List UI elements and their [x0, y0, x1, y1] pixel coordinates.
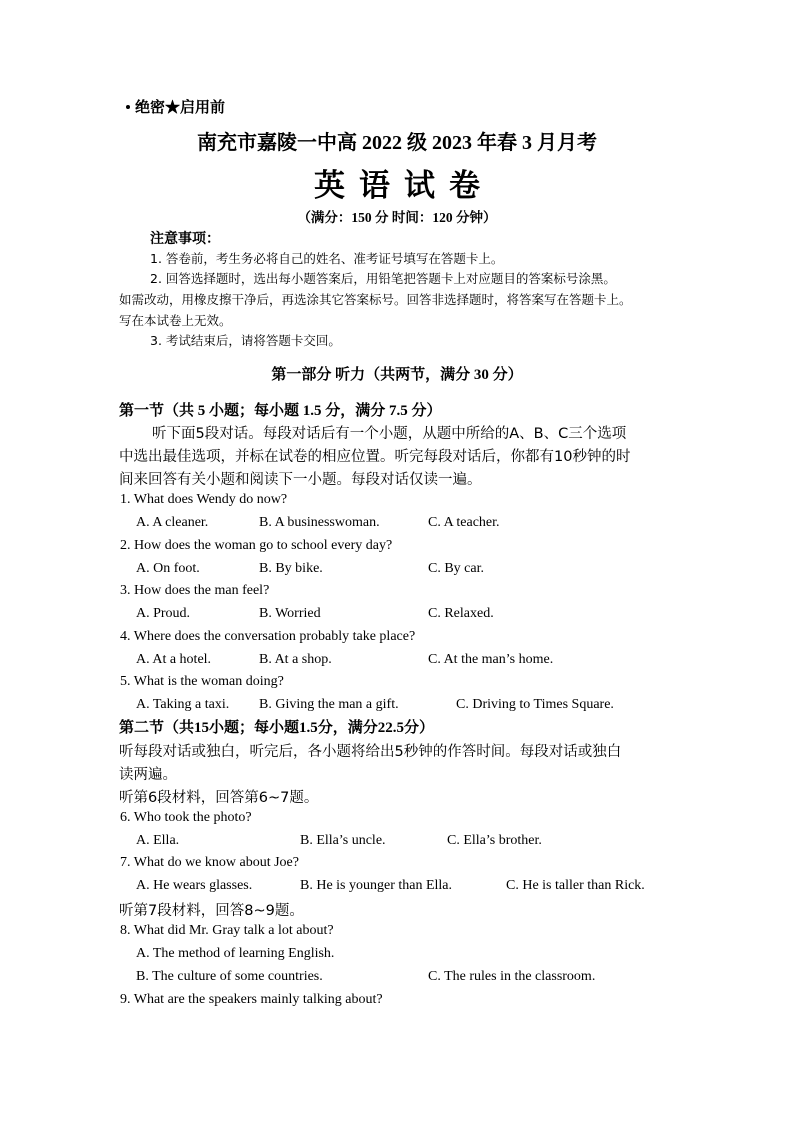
q8-option-c: C. The rules in the classroom.	[428, 969, 596, 984]
notice-line-1: 1. 答卷前，考生务必将自己的姓名、准考证号填写在答题卡上。	[150, 251, 504, 266]
question-4: 4. Where does the conversation probably take place?	[120, 629, 416, 644]
q5-option-a: A. Taking a taxi.	[136, 697, 230, 712]
section2-instruction-2: 读两遍。	[119, 767, 177, 783]
confidential-text: 绝密★启用前	[135, 100, 226, 116]
exam-subject: 英语试卷	[314, 168, 494, 203]
notice-line-4: 写在本试卷上无效。	[119, 313, 232, 328]
q8-option-b: B. The culture of some countries.	[136, 969, 323, 984]
question-7: 7. What do we know about Joe?	[120, 855, 299, 870]
q4-option-a: A. At a hotel.	[136, 652, 212, 667]
notice-heading: 注意事项：	[150, 232, 220, 247]
q3-option-b: B. Worried	[259, 606, 321, 621]
question-6: 6. Who took the photo?	[120, 810, 252, 825]
material-7-note: 听第7段材料，回答8~9题。	[119, 903, 304, 919]
bullet-icon	[126, 105, 130, 109]
question-9: 9. What are the speakers mainly talking about?	[120, 992, 383, 1007]
exam-title: 南充市嘉陵一中高 2022 级 2023 年春 3 月月考	[197, 132, 597, 154]
q7-option-b: B. He is younger than Ella.	[300, 878, 453, 893]
q3-option-a: A. Proud.	[136, 606, 191, 621]
section1-instruction-1: 听下面5段对话。每段对话后有一个小题，从题中所给的A、B、C三个选项	[152, 426, 627, 442]
q4-option-c: C. At the man’s home.	[428, 652, 554, 667]
q6-option-c: C. Ella’s brother.	[447, 833, 542, 848]
notice-line-5: 3. 考试结束后，请将答题卡交回。	[150, 333, 341, 348]
notice-line-2: 2. 回答选择题时，选出每小题答案后，用铅笔把答题卡上对应题目的答案标号涂黑。	[150, 271, 616, 286]
q2-option-c: C. By car.	[428, 561, 484, 576]
notice-line-3: 如需改动，用橡皮擦干净后，再选涂其它答案标号。回答非选择题时，将答案写在答题卡上。	[119, 292, 632, 307]
q8-option-a: A. The method of learning English.	[136, 946, 335, 961]
confidential-mark	[126, 96, 225, 117]
q6-option-b: B. Ella’s uncle.	[300, 833, 386, 848]
question-5: 5. What is the woman doing?	[120, 674, 284, 689]
q7-option-c: C. He is taller than Rick.	[506, 878, 645, 893]
question-8: 8. What did Mr. Gray talk a lot about?	[120, 923, 334, 938]
question-2: 2. How does the woman go to school every day?	[120, 538, 393, 553]
q6-option-a: A. Ella.	[136, 833, 180, 848]
q5-option-b: B. Giving the man a gift.	[259, 697, 399, 712]
q2-option-a: A. On foot.	[136, 561, 200, 576]
q3-option-c: C. Relaxed.	[428, 606, 494, 621]
q1-option-b: B. A businesswoman.	[259, 515, 380, 530]
q5-option-c: C. Driving to Times Square.	[456, 697, 614, 712]
question-3: 3. How does the man feel?	[120, 583, 270, 598]
section1-heading: 第一节（共 5 小题；每小题 1.5 分，满分 7.5 分）	[119, 403, 442, 419]
section2-instruction-1: 听每段对话或独白，听完后，各小题将给出5秒钟的作答时间。每段对话或独白	[119, 744, 622, 760]
q4-option-b: B. At a shop.	[259, 652, 332, 667]
score-time-line: （满分：150 分 时间：120 分钟）	[297, 210, 497, 225]
question-1: 1. What does Wendy do now?	[120, 492, 288, 507]
q7-option-a: A. He wears glasses.	[136, 878, 253, 893]
q2-option-b: B. By bike.	[259, 561, 323, 576]
section2-heading: 第二节（共15小题；每小题1.5分，满分22.5分）	[119, 720, 435, 736]
material-6-note: 听第6段材料，回答第6~7题。	[119, 790, 319, 806]
section1-instruction-2: 中选出最佳选项，并标在试卷的相应位置。听完每段对话后，你都有10秒钟的时	[119, 449, 631, 465]
q1-option-c: C. A teacher.	[428, 515, 500, 530]
q1-option-a: A. A cleaner.	[136, 515, 209, 530]
part1-heading: 第一部分 听力（共两节，满分 30 分）	[271, 367, 523, 383]
section1-instruction-3: 间来回答有关小题和阅读下一小题。每段对话仅读一遍。	[119, 472, 482, 488]
